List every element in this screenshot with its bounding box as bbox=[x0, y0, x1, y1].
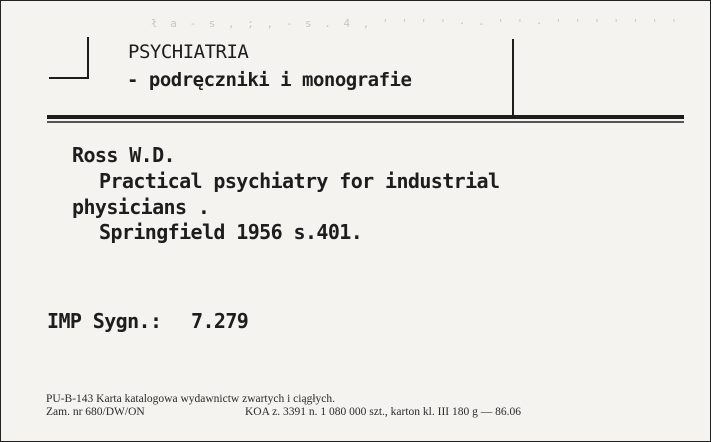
header-thick-rule bbox=[47, 115, 684, 119]
bleed-through-marks: ł a - s , ; , - s . 4 , ' ' ' ' · - ' ' · ' ' ' ' ' ' ' bbox=[151, 17, 681, 30]
header-thin-rule bbox=[47, 121, 684, 123]
footer-print-info: KOA z. 3391 n. 1 080 000 szt., karton kl. III 180 g — 86.06 bbox=[245, 406, 521, 418]
subject-subdivision: - podręczniki i monografie bbox=[127, 69, 412, 91]
header-bracket-vertical bbox=[87, 37, 89, 79]
imprint-line: Springfield 1956 s.401. bbox=[99, 220, 363, 244]
title-line-1: Practical psychiatry for industrial bbox=[99, 169, 500, 193]
header-bracket-horizontal bbox=[49, 77, 89, 79]
footer-form-line: PU-B-143 Karta katalogowa wydawnictw zwartych i ciągłych. bbox=[46, 393, 336, 405]
title-line-2: physicians . bbox=[72, 195, 210, 219]
subject-heading: PSYCHIATRIA bbox=[128, 41, 249, 63]
header-right-divider bbox=[512, 39, 514, 115]
signature-label: IMP Sygn.: bbox=[47, 309, 162, 333]
author-line: Ross W.D. bbox=[72, 143, 175, 167]
signature-value: 7.279 bbox=[191, 309, 249, 333]
footer-order-number: Zam. nr 680/DW/ON bbox=[46, 406, 145, 418]
